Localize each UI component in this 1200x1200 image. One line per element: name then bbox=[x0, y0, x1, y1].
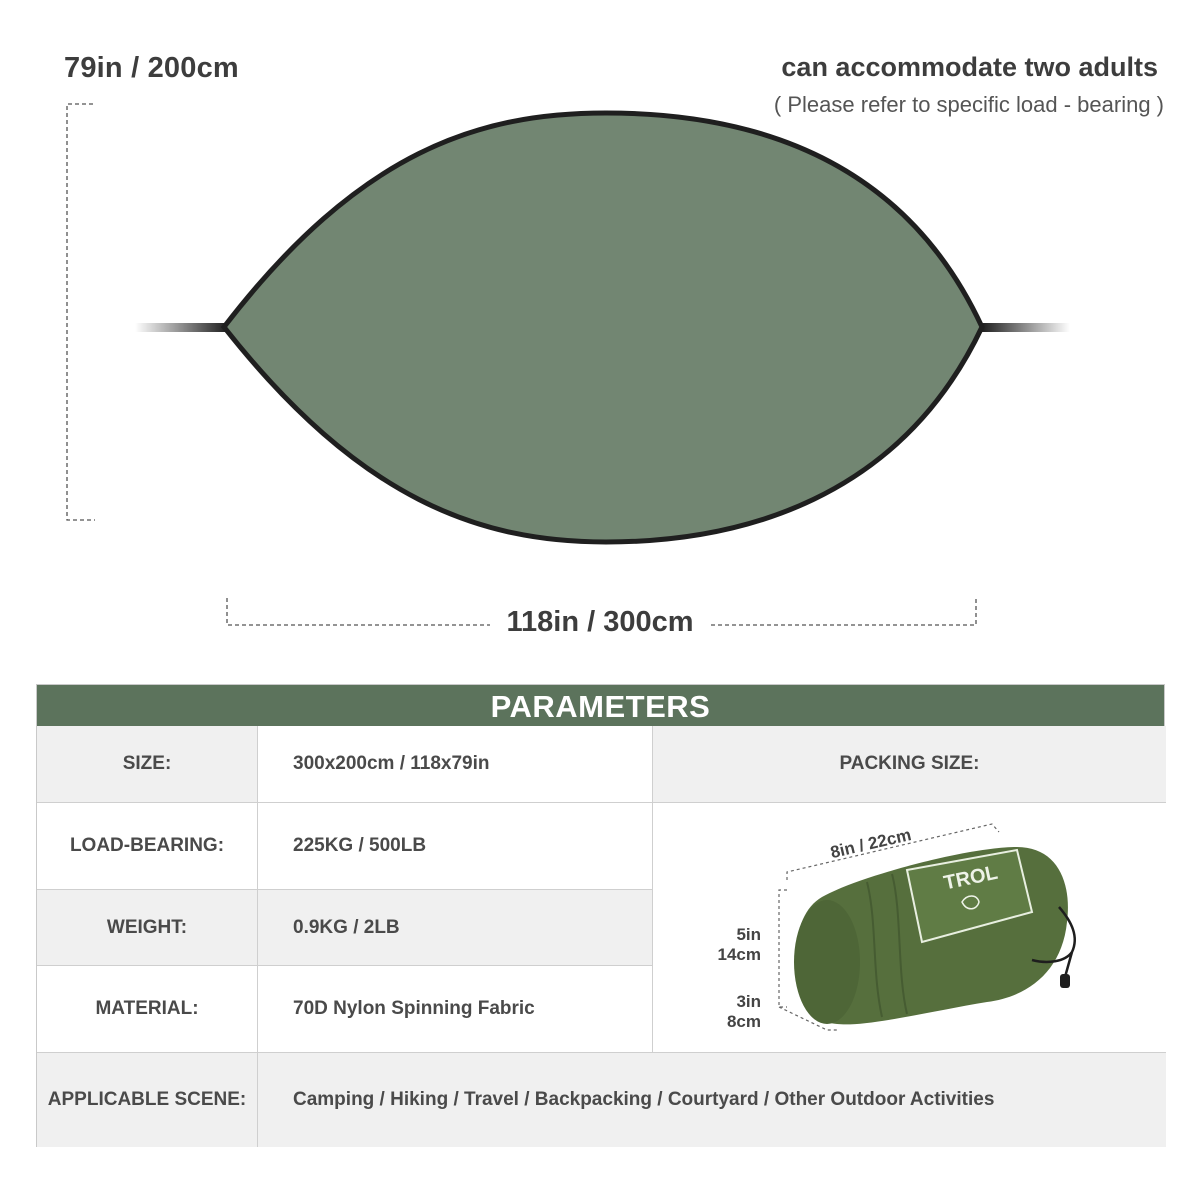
width-dimension-label: 79in / 200cm bbox=[64, 52, 239, 84]
packing-size-label: PACKING SIZE: bbox=[653, 726, 1166, 803]
length-dimension-label-wrap bbox=[0, 606, 1200, 639]
applicable-scene-label: APPLICABLE SCENE: bbox=[37, 1053, 258, 1147]
weight-label: WEIGHT: bbox=[37, 890, 258, 966]
size-value: 300x200cm / 118x79in bbox=[258, 726, 653, 803]
bag-end-cap bbox=[794, 900, 860, 1024]
length-dimension-label: 118in / 300cm bbox=[490, 606, 709, 638]
capacity-note: ( Please refer to specific load - bearing ) bbox=[773, 92, 1164, 117]
material-label: MATERIAL: bbox=[37, 966, 258, 1053]
width-dimension-bracket bbox=[67, 104, 95, 520]
pack-depth-in: 3in bbox=[736, 992, 761, 1011]
left-rope bbox=[135, 323, 227, 332]
bag-brand-text: TROL bbox=[941, 861, 1000, 895]
load-bearing-label: LOAD-BEARING: bbox=[37, 803, 258, 890]
applicable-scene-value: Camping / Hiking / Travel / Backpacking / Courtyard / Other Outdoor Activities bbox=[258, 1053, 1166, 1147]
material-value: 70D Nylon Spinning Fabric bbox=[258, 966, 653, 1053]
packing-bag-illustration bbox=[687, 802, 1165, 1052]
pack-length-label: 8in / 22cm bbox=[828, 825, 913, 863]
pack-depth-cm: 8cm bbox=[726, 1012, 761, 1031]
bag-cord-lock bbox=[1060, 974, 1070, 988]
pack-height-bracket bbox=[779, 890, 787, 1007]
hammock-body bbox=[224, 113, 982, 542]
size-label: SIZE: bbox=[37, 726, 258, 803]
pack-height-cm: 14cm bbox=[717, 945, 761, 964]
pack-height-in: 5in bbox=[736, 925, 761, 944]
right-rope bbox=[982, 323, 1070, 332]
capacity-title: can accommodate two adults bbox=[781, 52, 1158, 82]
weight-value: 0.9KG / 2LB bbox=[258, 890, 653, 966]
parameters-title: PARAMETERS bbox=[37, 685, 1164, 726]
load-bearing-value: 225KG / 500LB bbox=[258, 803, 653, 890]
